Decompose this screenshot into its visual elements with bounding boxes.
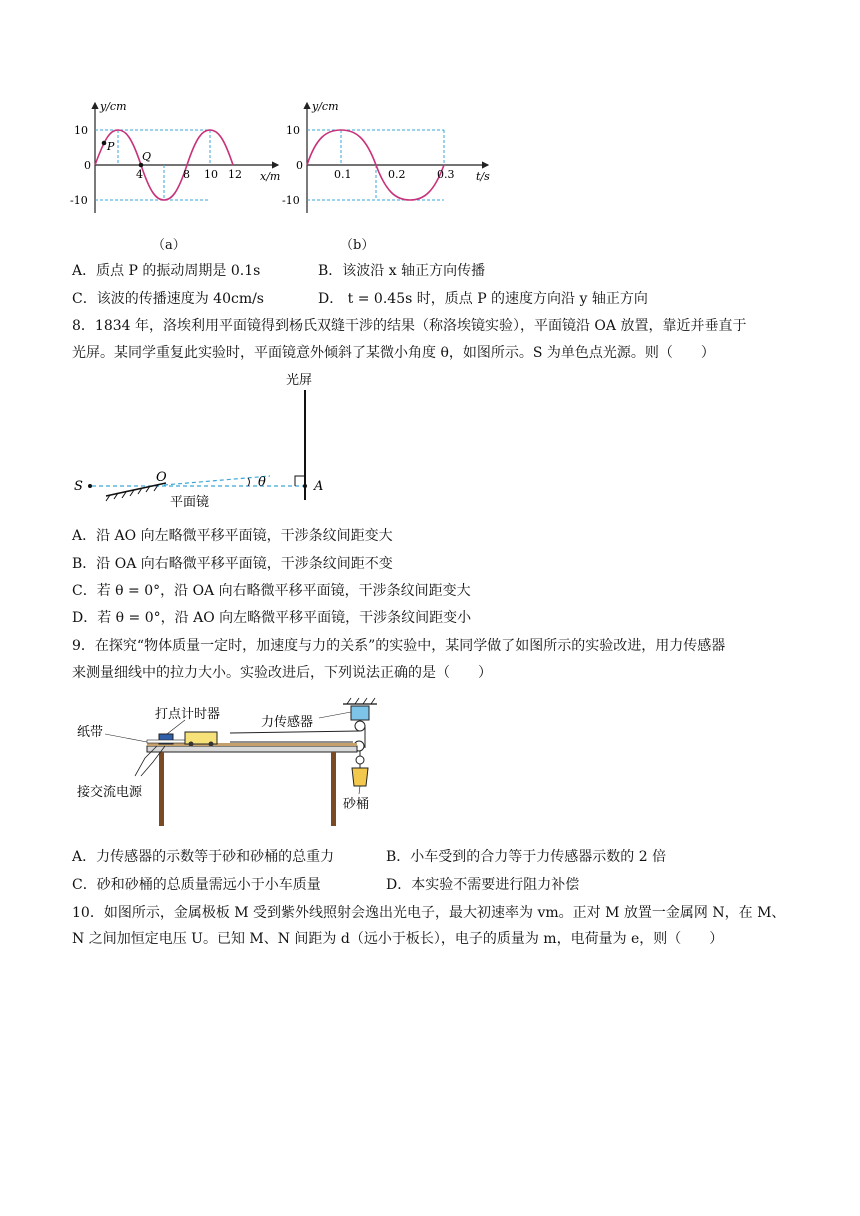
q7-option-b: B．该波沿 x 轴正方向传播	[318, 263, 486, 279]
force-sensor	[351, 706, 369, 720]
q8-option-d: D．若 θ = 0°，沿 AO 向左略微平移平面镜，干涉条纹间距变小	[72, 610, 472, 626]
bucket-label: 砂桶	[343, 797, 370, 812]
q8-option-a: A．沿 AO 向左略微平移平面镜，干涉条纹间距变大	[72, 528, 393, 544]
svg-text:-10: -10	[282, 194, 300, 207]
svg-text:0: 0	[84, 159, 91, 172]
svg-text:θ: θ	[258, 475, 266, 490]
q10-stem-line1: 10．如图所示，金属极板 M 受到紫外线照射会逸出光电子，最大初速率为 vm。正对 M 放置一金属网 N，在 M、	[72, 905, 786, 921]
x-label-a: x/m	[260, 170, 281, 183]
table-top	[147, 746, 357, 752]
q7-option-d: D． t = 0.45s 时，质点 P 的速度方向沿 y 轴正方向	[318, 291, 648, 307]
q9-option-a: A．力传感器的示数等于砂和砂桶的总重力	[72, 849, 335, 865]
sand-bucket	[352, 768, 368, 786]
tape-label: 纸带	[77, 725, 104, 740]
svg-text:0.1: 0.1	[334, 168, 352, 181]
svg-text:平面镜: 平面镜	[170, 495, 210, 508]
svg-text:10: 10	[286, 124, 300, 137]
q8-option-c: C．若 θ = 0°，沿 OA 向右略微平移平面镜，干涉条纹间距变大	[72, 583, 471, 599]
sensor-label: 力传感器	[261, 715, 314, 730]
table-leg-right	[331, 752, 336, 826]
timer-label: 打点计时器	[155, 707, 221, 722]
svg-text:A: A	[314, 479, 324, 494]
lloyd-mirror-figure	[70, 368, 370, 508]
power-label: 接交流电源	[77, 785, 143, 800]
q9-option-c: C．砂和砂桶的总质量需远小于小车质量	[72, 877, 321, 893]
q8-stem-line2: 光屏。某同学重复此实验时，平面镜意外倾斜了某微小角度 θ，如图所示。S 为单色点光源。则（ ）	[72, 345, 715, 361]
screen-label: 光屏	[286, 373, 313, 388]
y-label-a: y/cm	[100, 100, 127, 113]
svg-text:S: S	[74, 479, 83, 494]
caption-a: （a）	[152, 238, 186, 253]
paper-tape	[147, 740, 187, 743]
svg-text:-10: -10	[70, 194, 88, 207]
wave-graph-b	[272, 98, 502, 218]
y-label-b: y/cm	[312, 100, 339, 113]
force-sensor-apparatus	[75, 696, 395, 832]
q10-stem-line2: N 之间加恒定电压 U。已知 M、N 间距为 d（远小于板长），电子的质量为 m，电荷量为 e，则（ ）	[72, 931, 724, 947]
svg-text:0: 0	[296, 159, 303, 172]
svg-text:10: 10	[74, 124, 88, 137]
q9-stem-line2: 来测量细线中的拉力大小。实验改进后，下列说法正确的是（ ）	[72, 665, 492, 681]
svg-text:10: 10	[204, 168, 218, 181]
q7-option-c: C．该波的传播速度为 40cm/s	[72, 291, 264, 307]
svg-text:8: 8	[183, 168, 190, 181]
q9-option-d: D．本实验不需要进行阻力补偿	[386, 877, 580, 893]
q8-option-b: B．沿 OA 向右略微平移平面镜，干涉条纹间距不变	[72, 556, 393, 572]
svg-text:P: P	[107, 140, 115, 153]
q7-option-a: A．质点 P 的振动周期是 0.1s	[72, 263, 261, 279]
svg-text:Q: Q	[142, 150, 152, 163]
q8-stem-line1: 8．1834 年，洛埃利用平面镜得到杨氏双缝干涉的结果（称洛埃镜实验），平面镜沿 OA 放置，靠近并垂直于	[72, 318, 747, 334]
source-point	[88, 484, 92, 488]
svg-text:0.3: 0.3	[437, 168, 455, 181]
svg-text:4: 4	[136, 168, 143, 181]
svg-text:0.2: 0.2	[388, 168, 406, 181]
q9-option-b: B．小车受到的合力等于力传感器示数的 2 倍	[386, 849, 667, 865]
table-leg-left	[159, 752, 164, 826]
point-p	[102, 141, 107, 146]
svg-text:12: 12	[228, 168, 242, 181]
wave-graph-a	[60, 98, 290, 218]
x-label-b: t/s	[476, 170, 490, 183]
svg-text:O: O	[156, 470, 167, 485]
point-q	[139, 163, 144, 168]
q9-stem-line1: 9．在探究“物体质量一定时，加速度与力的关系”的实验中，某同学做了如图所示的实验改进，用力传感器	[72, 638, 726, 654]
caption-b: （b）	[340, 238, 375, 253]
